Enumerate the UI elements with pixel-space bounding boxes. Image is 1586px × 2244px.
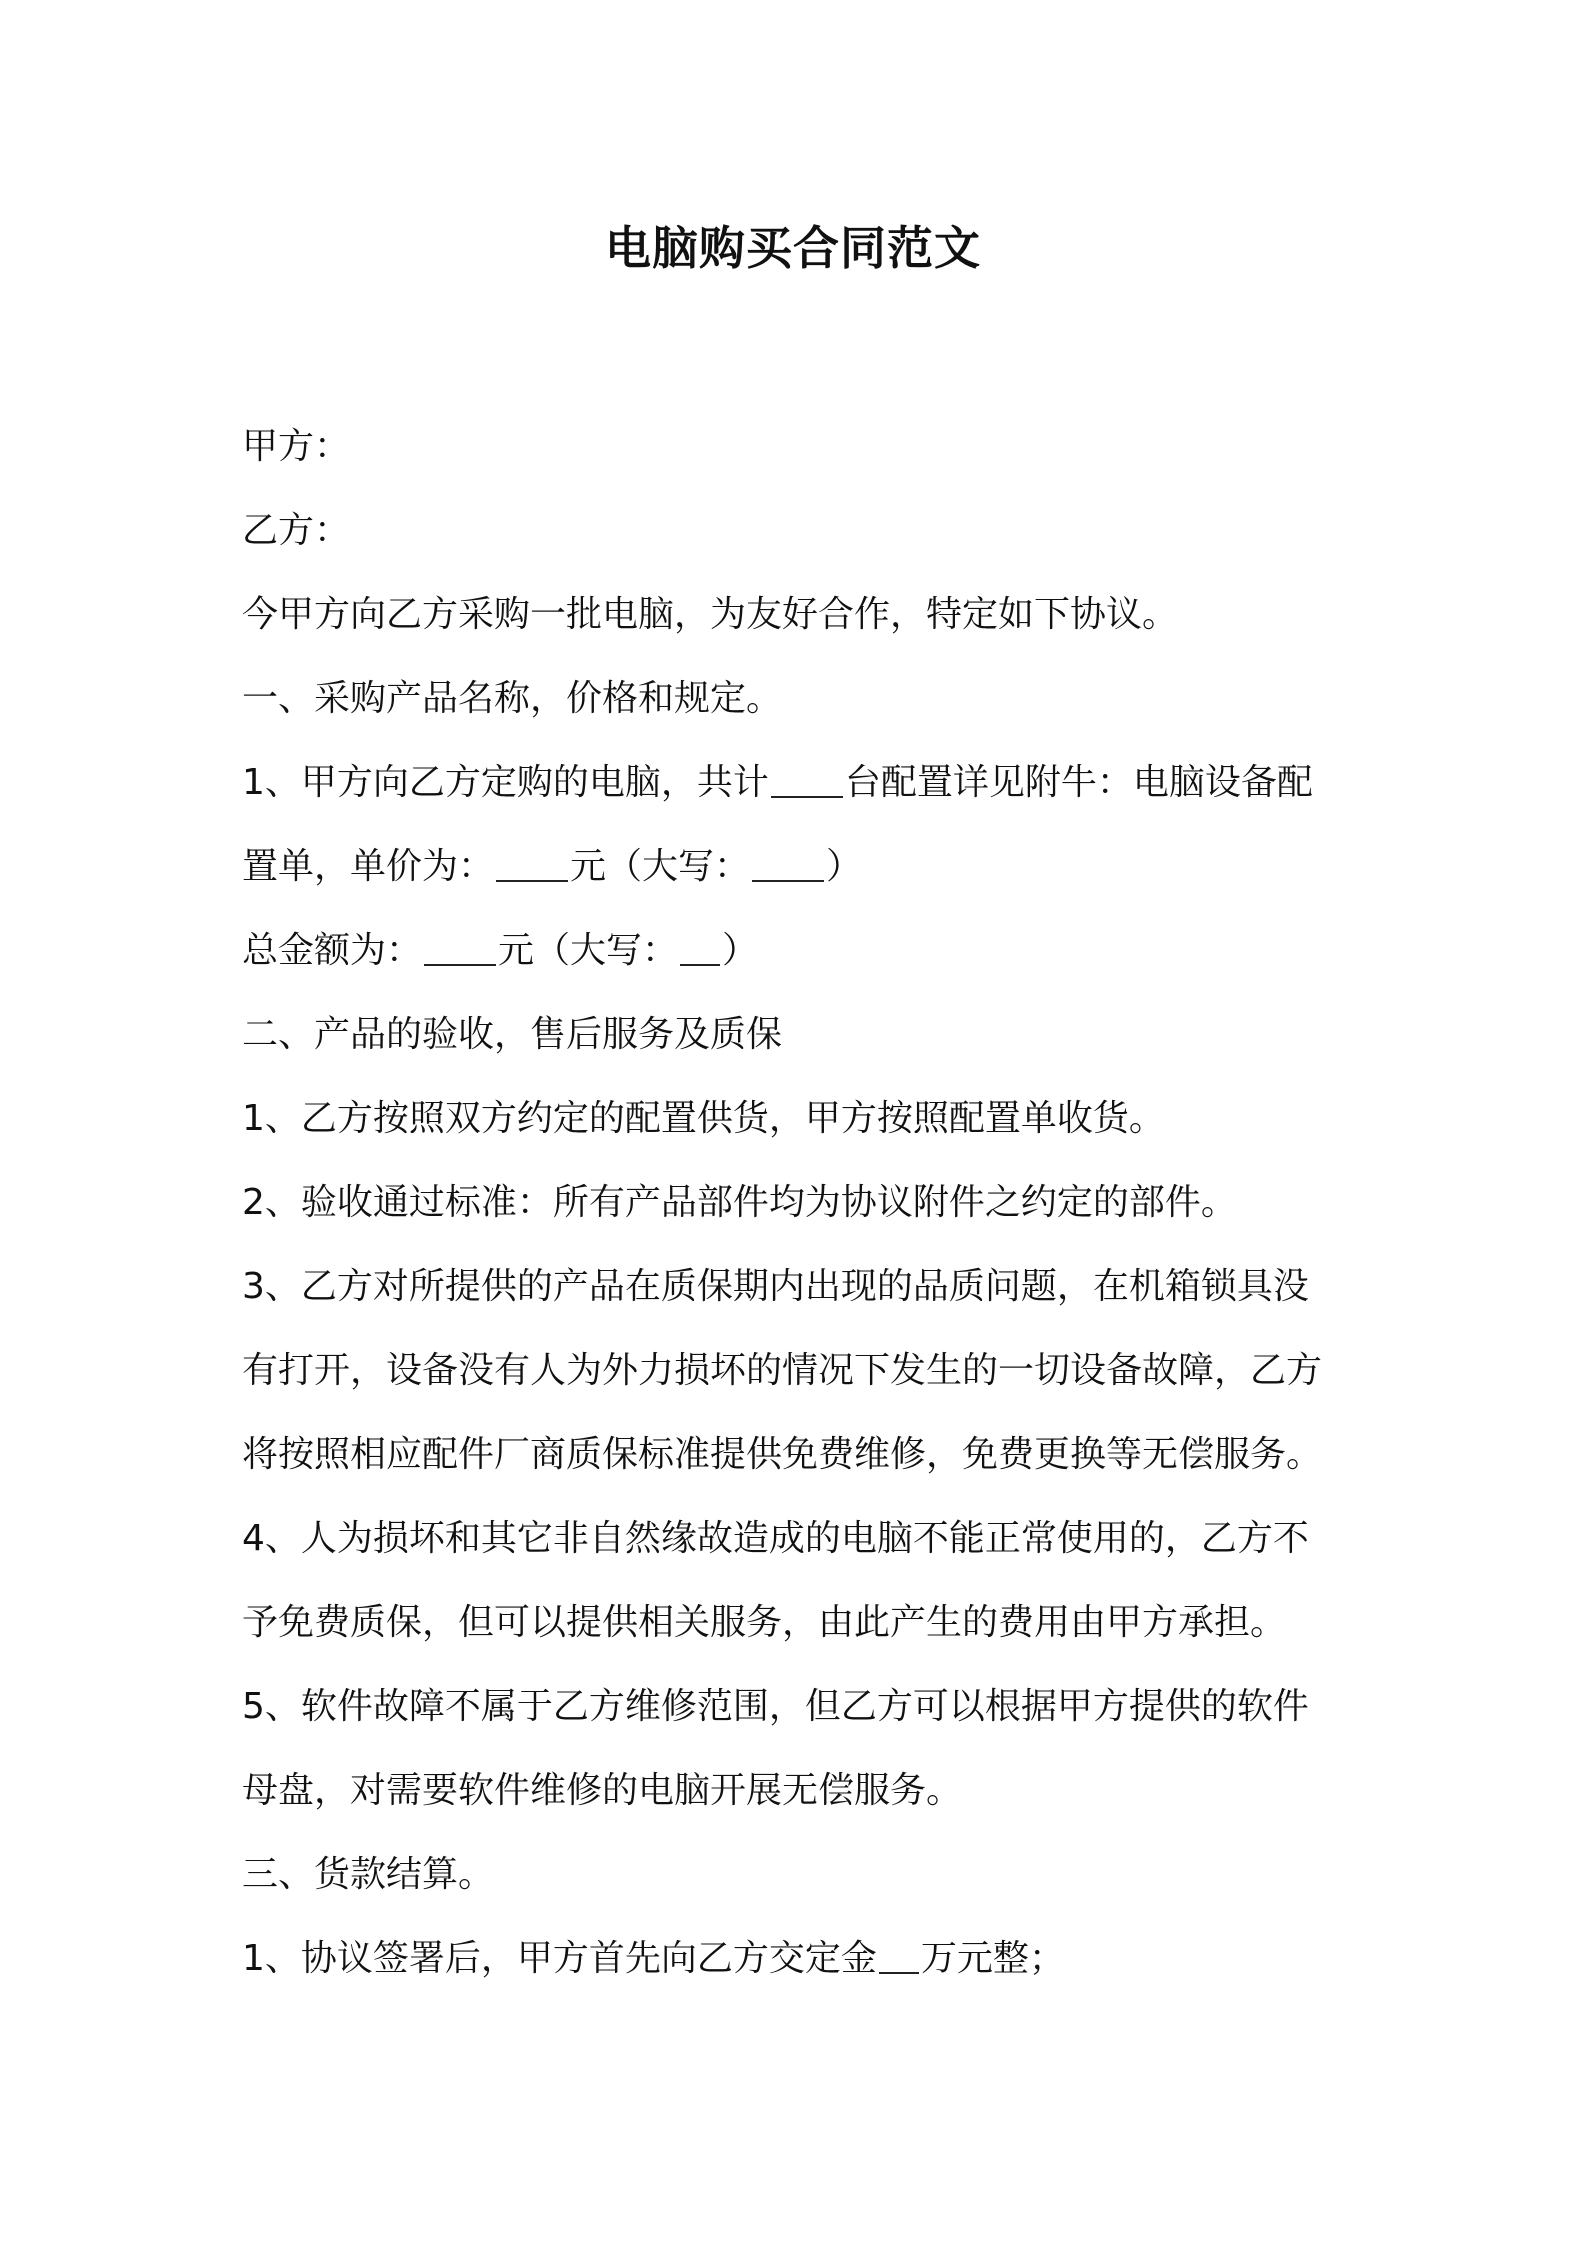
section-3-heading: 三、货款结算。 — [242, 1854, 495, 1895]
document-body — [242, 405, 1362, 2001]
clause-2-4-line-1: 4、人为损坏和其它非自然缘故造成的电脑不能正常使用的，乙方不 — [242, 1518, 1309, 1559]
clause-text: ） — [722, 930, 759, 971]
unit-price-words-blank — [752, 844, 824, 882]
clause-2-3-line-2: 有打开，设备没有人为外力损坏的情况下发生的一切设备故障，乙方 — [242, 1350, 1323, 1391]
clause-2-2: 2、验收通过标准：所有产品部件均为协议附件之约定的部件。 — [242, 1182, 1237, 1223]
total-amount-line — [242, 909, 1362, 993]
clause-text: 元（大写： — [570, 846, 751, 887]
section-1-heading: 一、采购产品名称，价格和规定。 — [242, 678, 783, 719]
unit-price-blank — [496, 844, 568, 882]
clause-text: 万元整； — [920, 1938, 1065, 1979]
clause-2-4-line-2: 予免费质保，但可以提供相关服务，由此产生的费用由甲方承担。 — [242, 1602, 1287, 1643]
party-b-line: 乙方： — [242, 510, 351, 551]
clause-1-1-line-2 — [242, 825, 1362, 909]
total-amount-words-blank — [680, 928, 720, 966]
clause-2-5-line-1: 5、软件故障不属于乙方维修范围，但乙方可以根据甲方提供的软件 — [242, 1686, 1309, 1727]
clause-2-3-line-3: 将按照相应配件厂商质保标准提供免费维修，免费更换等无偿服务。 — [242, 1434, 1323, 1475]
clause-text: 元（大写： — [498, 930, 679, 971]
clause-2-1: 1、乙方按照双方约定的配置供货，甲方按照配置单收货。 — [242, 1098, 1165, 1139]
deposit-blank — [879, 1936, 919, 1974]
intro-paragraph: 今甲方向乙方采购一批电脑，为友好合作，特定如下协议。 — [242, 594, 1179, 635]
clause-text: 1、甲方向乙方定购的电脑，共计 — [242, 762, 769, 803]
clause-text: 1、协议签署后，甲方首先向乙方交定金 — [242, 1938, 877, 1979]
clause-text: 台配置详见附牛：电脑设备配 — [844, 762, 1313, 803]
clause-2-3-line-1: 3、乙方对所提供的产品在质保期内出现的品质问题，在机箱锁具没 — [242, 1266, 1309, 1307]
total-amount-blank — [424, 928, 496, 966]
clause-2-5-line-2: 母盘，对需要软件维修的电脑开展无偿服务。 — [242, 1770, 963, 1811]
clause-1-1-line-1 — [242, 741, 1362, 825]
clause-3-1 — [242, 1917, 1362, 2001]
clause-text: 置单，单价为： — [242, 846, 495, 887]
quantity-blank — [771, 760, 843, 798]
clause-text: 总金额为： — [242, 930, 423, 971]
party-a-line: 甲方： — [242, 426, 351, 467]
clause-text: ） — [826, 846, 863, 887]
section-2-heading: 二、产品的验收，售后服务及质保 — [242, 1014, 783, 1055]
document-title: 电脑购买合同范文 — [605, 221, 981, 275]
